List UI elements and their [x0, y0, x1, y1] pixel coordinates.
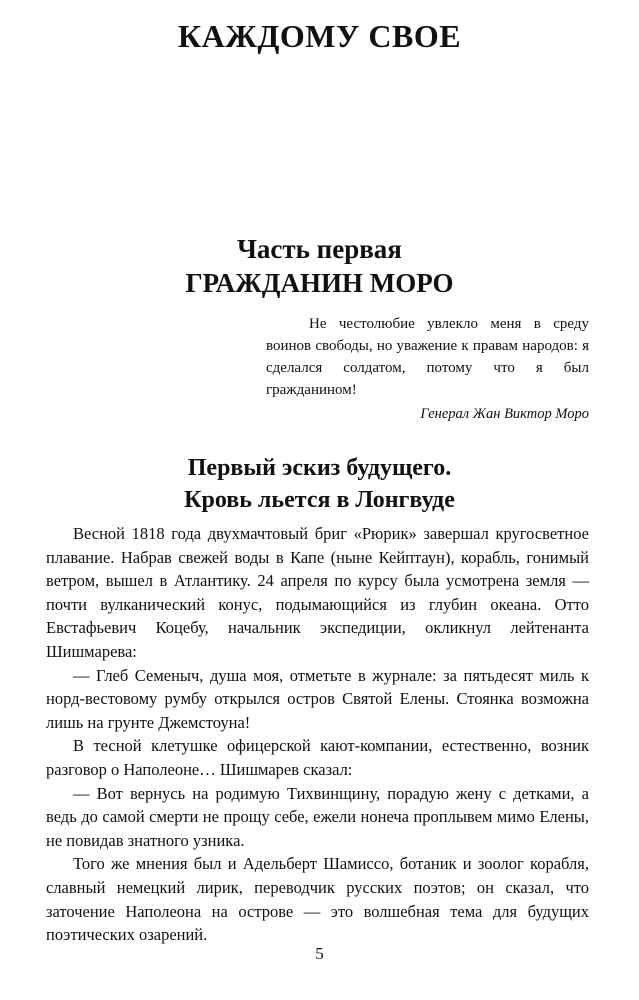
- chapter-heading: [0, 452, 639, 516]
- part-heading: [0, 232, 639, 300]
- paragraph-4: — Вот вернусь на родимую Тихвинщину, порадую жену с детками, а ведь до самой смерти не прощу себе, ежели нонеча проплывем мимо Елены, не повидав знатного узника.: [46, 783, 589, 850]
- epigraph-author: Генерал Жан Виктор Моро: [420, 406, 589, 422]
- epigraph: [266, 313, 589, 401]
- body-text: [46, 522, 589, 947]
- part-number: Часть первая: [237, 234, 402, 264]
- paragraph-1: Весной 1818 года двухмачтовый бриг «Рюрик» завершал кругосветное плавание. Набрав свежей воды в Капе (ныне Кейптаун), корабль, гонимый ветром, вышел в Атлантику. 24 апреля по курсу была усмотрена земля — почти вулканический конус, подымающийся из глубин океана. Отто Евстафьевич Коцебу, начальник экспедиции, окликнул лейтенанта Шишмарева:: [46, 524, 589, 661]
- book-title: КАЖДОМУ СВОЕ: [177, 18, 462, 54]
- epigraph-text: Не честолюбие увлекло меня в среду воинов свободы, но уважение к правам народов: я сделался солдатом, потому что я был гражданином!: [266, 316, 589, 398]
- paragraph-5: Того же мнения был и Адельберт Шамиссо, ботаник и зоолог корабля, славный немецкий лирик, переводчик русских поэтов; он сказал, что заточение Наполеона на острове — это волшебная тема для будущих поэтических озарений.: [46, 854, 589, 945]
- part-title: ГРАЖДАНИН МОРО: [185, 268, 454, 298]
- chapter-title-line1: Первый эскиз будущего.: [187, 455, 452, 481]
- paragraph-2: — Глеб Семеныч, душа моя, отметьте в журнале: за пятьдесят миль к норд-вестовому румбу открылся остров Святой Елены. Стоянка возможна лишь на грунте Джемстоуна!: [46, 665, 589, 732]
- paragraph-3: В тесной клетушке офицерской кают-компании, естественно, возник разговор о Наполеоне… Шишмарев сказал:: [46, 736, 589, 779]
- page-number: 5: [315, 944, 324, 963]
- chapter-title-line2: Кровь льется в Лонгвуде: [184, 487, 455, 513]
